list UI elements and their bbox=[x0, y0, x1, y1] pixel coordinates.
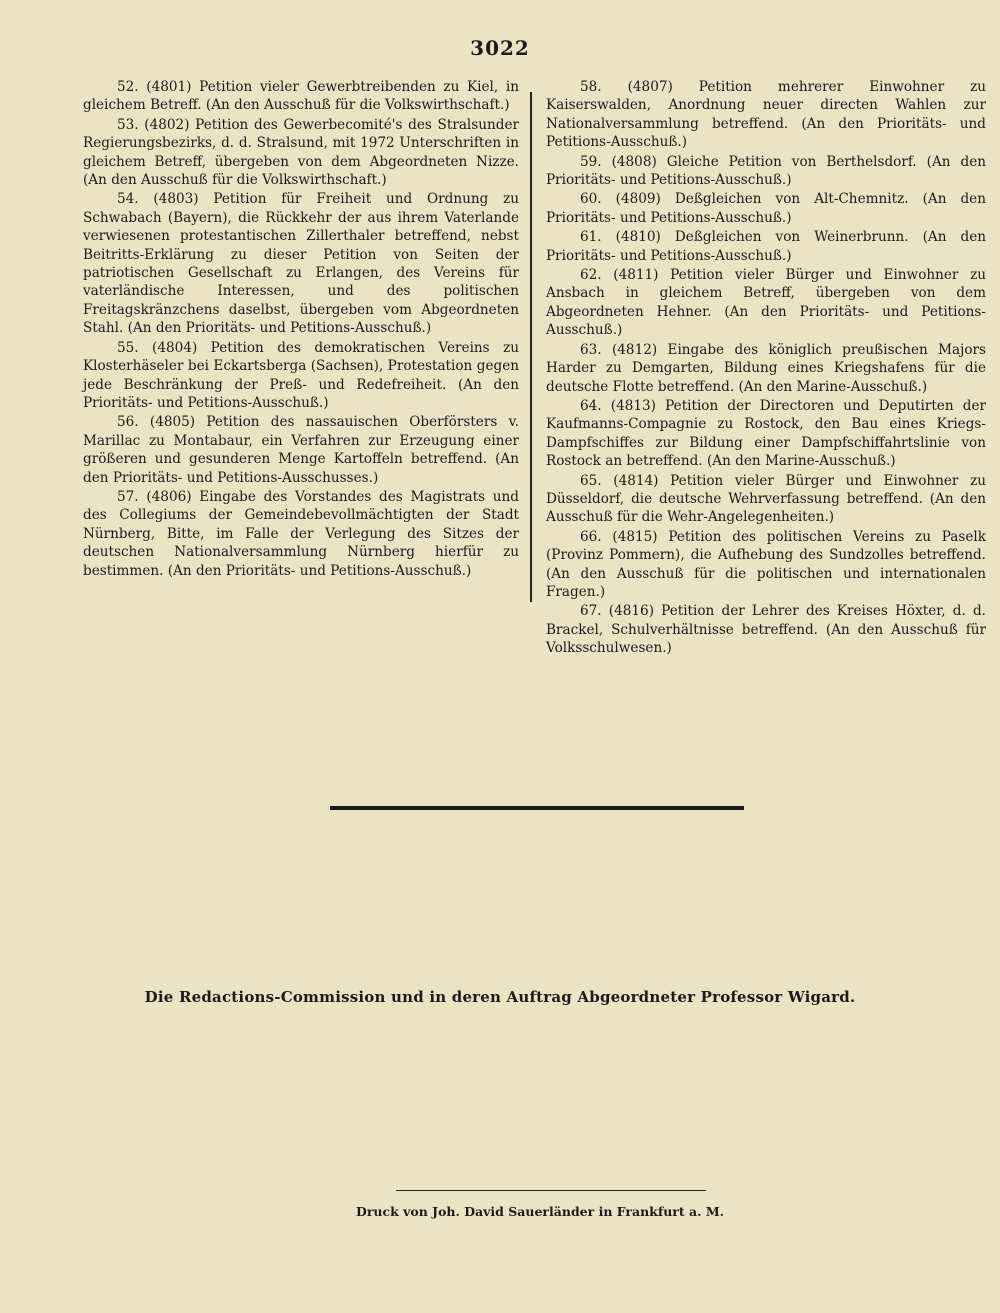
page-number: 3022 bbox=[470, 36, 530, 60]
petition-entry-63: 63. (4812) Eingabe des königlich preußischen Majors Harder zu Demgarten, Bildung eines Kriegshafens für die deutsche Flotte betreffend. (An den Marine-Ausschuß.) bbox=[546, 341, 986, 395]
petition-entry-53: 53. (4802) Petition des Gewerbecomité's des Stralsunder Regierungsbezirks, d. d. Stralsund, mit 1972 Unterschriften in gleichem Betreff, übergeben von dem Abgeordneten Nizze. (An den Ausschuß für die Volkswirthschaft.) bbox=[83, 116, 519, 189]
petition-entry-59: 59. (4808) Gleiche Petition von Berthelsdorf. (An den Prioritäts- und Petitions-Ausschuß.) bbox=[546, 153, 986, 189]
petition-entry-67: 67. (4816) Petition der Lehrer des Kreises Höxter, d. d. Brackel, Schulverhältnisse betreffend. (An den Ausschuß für Volksschulwesen.) bbox=[546, 603, 986, 657]
petition-entry-58: 58. (4807) Petition mehrerer Einwohner zu Kaiserswalden, Anordnung neuer directen Wahlen zur Nationalversammlung betreffend. (An den Prioritäts- und Petitions-Ausschuß.) bbox=[546, 79, 986, 151]
petition-entry-54: 54. (4803) Petition für Freiheit und Ordnung zu Schwabach (Bayern), die Rückkehr der aus ihrem Vaterlande verwiesenen protestantischen Zillerthaler betreffend, nebst Beitritts-Erklärung zu dieser Petition von Seiten der patriotischen Gesellschaft zu Erlangen, des Vereins für vaterländische Interessen, und des politischen Freitagskränzchens daselbst, übergeben vom Abgeordneten Stahl. (An den Prioritäts- und Petitions-Ausschuß.) bbox=[83, 191, 519, 337]
petition-entry-61: 61. (4810) Deßgleichen von Weinerbrunn. (An den Prioritäts- und Petitions-Ausschuß.) bbox=[546, 229, 986, 264]
section-rule bbox=[330, 806, 744, 810]
petition-entry-56: 56. (4805) Petition des nassauischen Oberförsters v. Marillac zu Montabaur, ein Verfahren zur Erzeugung einer größeren und gesunderen Menge Kartoffeln betreffend. (An den Prioritäts- und Petitions-Ausschusses.) bbox=[83, 414, 519, 486]
petition-entry-57: 57. (4806) Eingabe des Vorstandes des Magistrats und des Collegiums der Gemeindebevollmächtigten der Stadt Nürnberg, Bitte, im Falle der Verlegung des Sitzes der deutschen Nationalversammlung Nürnberg hierfür zu bestimmen. (An den Prioritäts- und Petitions-Ausschuß.) bbox=[83, 488, 519, 579]
petition-entry-55: 55. (4804) Petition des demokratischen Vereins zu Klosterhäseler bei Eckartsberga (Sachsen), Protestation gegen jede Beschränkung der Preß- und Redefreiheit. (An den Prioritäts- und Petitions-Ausschuß.) bbox=[83, 339, 519, 411]
redaction-credit: Die Redactions-Commission und in deren Auftrag Abgeordneter Professor Wigard. bbox=[144, 988, 856, 1006]
petition-entry-62: 62. (4811) Petition vieler Bürger und Einwohner zu Ansbach in gleichem Betreff, übergeben von dem Abgeordneten Hehner. (An den Prioritäts- und Petitions-Ausschuß.) bbox=[546, 267, 986, 339]
petition-entry-66: 66. (4815) Petition des politischen Vereins zu Paselk (Provinz Pommern), die Aufhebung des Sundzolles betreffend. (An den Ausschuß für die politischen und internationalen Fragen.) bbox=[546, 528, 986, 600]
column-divider bbox=[530, 92, 532, 602]
petition-entry-65: 65. (4814) Petition vieler Bürger und Einwohner zu Düsseldorf, die deutsche Wehrverfassung betreffend. (An den Ausschuß für die Wehr-Angelegenheiten.) bbox=[546, 472, 986, 526]
right-column bbox=[546, 78, 986, 659]
petition-entry-64: 64. (4813) Petition der Directoren und Deputirten der Kaufmanns-Compagnie zu Rostock, den Bau eines Kriegs-Dampfschiffes zur Bildung einer Dampfschiffahrtslinie von Rostock an betreffend. (An den Marine-Ausschuß.) bbox=[546, 397, 986, 470]
printer-imprint: Druck von Joh. David Sauerländer in Frankfurt a. M. bbox=[355, 1204, 725, 1219]
petition-entry-52: 52. (4801) Petition vieler Gewerbtreibenden zu Kiel, in gleichem Betreff. (An den Ausschuß für die Volkswirthschaft.) bbox=[83, 79, 519, 114]
printer-rule bbox=[396, 1190, 706, 1191]
petition-entry-60: 60. (4809) Deßgleichen von Alt-Chemnitz. (An den Prioritäts- und Petitions-Ausschuß.) bbox=[546, 191, 986, 226]
left-column bbox=[83, 78, 519, 581]
